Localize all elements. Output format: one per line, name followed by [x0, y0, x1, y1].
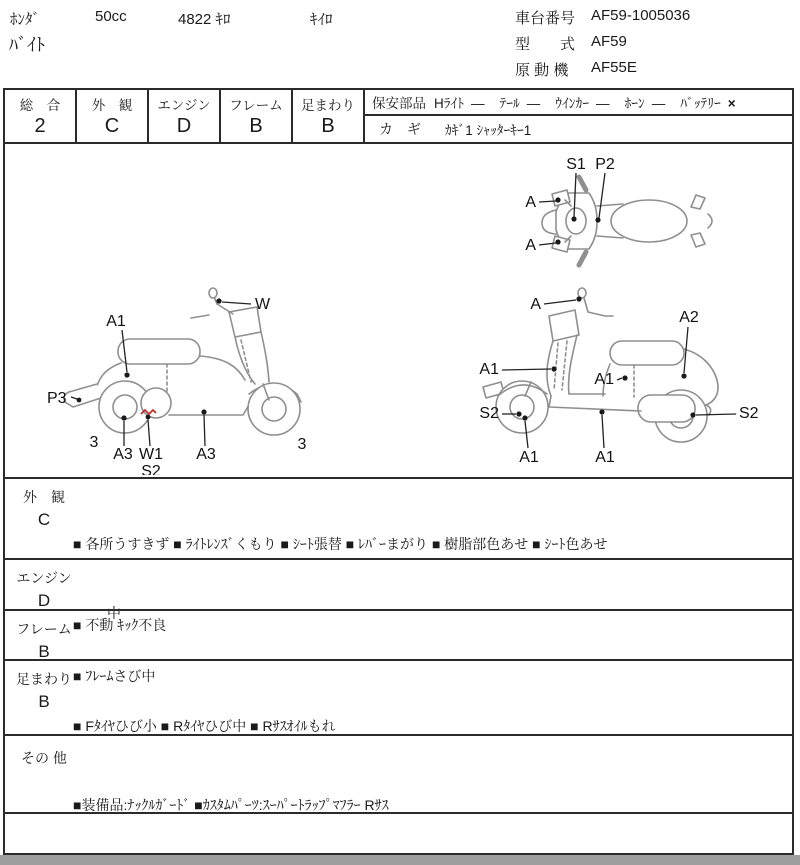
- engine-code-value: AF55E: [591, 59, 637, 76]
- grade-row: [5, 90, 792, 142]
- body-color: ｷｲﾛ: [310, 11, 333, 28]
- section-frame-grade: B: [38, 642, 50, 661]
- chassis-number-label: 車台番号: [515, 10, 576, 27]
- maker-name: ﾎﾝﾀﾞ: [10, 11, 41, 28]
- section-undercarriage-line1: ■ Fﾀｲﾔひび小 ■ Rﾀｲﾔひび中 ■ Rｻｽｵｲﾙもれ: [73, 718, 336, 734]
- section-other-line1: ■装備品:ﾅｯｸﾙｶﾞｰﾄﾞ ■ｶｽﾀﾑﾊﾟｰﾂ:ｽｰﾊﾟｰﾄﾗｯﾌﾟﾏﾌﾗｰ Rｻｽ: [73, 797, 389, 813]
- tail-status: ―: [526, 96, 541, 111]
- right-view-s2-rear-label: S2: [739, 405, 759, 422]
- grade-frame-value: B: [249, 115, 263, 137]
- right-view-a1-front-label: A1: [479, 361, 499, 378]
- winker-status: ―: [596, 96, 610, 111]
- right-view-a1-bottom-mid-label: A1: [595, 449, 615, 466]
- label-a1-front: [479, 361, 556, 378]
- scan-edge-strip: [0, 855, 800, 865]
- left-view-p3-label: P3: [47, 390, 67, 407]
- right-view-s2-front-label: S2: [479, 405, 499, 422]
- label-a1-mid: [594, 371, 627, 388]
- top-view-p2-label: P2: [595, 156, 615, 173]
- left-view-a1-label: A1: [106, 313, 126, 330]
- label-a1-bottom-mid: [595, 409, 615, 466]
- horn-label: ﾎｰﾝ: [624, 96, 645, 111]
- right-view-a1-mid-label: A1: [594, 371, 614, 388]
- section-engine-grade: D: [37, 591, 51, 610]
- grade-exterior-value: C: [104, 115, 120, 137]
- section-engine-label: エンジン: [16, 570, 72, 586]
- battery-label: ﾊﾞｯﾃﾘｰ: [680, 96, 721, 111]
- left-view-w1-label: W1: [139, 446, 163, 463]
- section-exterior-grade: C: [37, 510, 51, 529]
- top-view-a-upper-label: A: [525, 194, 536, 211]
- key-value: ｶｷﾞ1 ｼｬｯﾀｰｷｰ1: [445, 123, 532, 138]
- grade-overall-label: 総 合: [19, 98, 61, 113]
- right-view-a-label: A: [530, 296, 541, 313]
- left-view-3-left-label: 3: [89, 434, 99, 451]
- grade-cell-frame: [221, 90, 293, 142]
- left-view-w-label: W: [255, 296, 271, 313]
- section-other: [5, 734, 792, 812]
- safety-item-winker: [555, 92, 609, 112]
- horn-status: ―: [651, 96, 666, 111]
- grade-exterior-label: 外 観: [91, 98, 133, 113]
- chassis-number-value: AF59-1005036: [591, 7, 691, 24]
- headlight-status: ―: [471, 96, 485, 111]
- left-view-a3-mid-label: A3: [196, 446, 216, 463]
- label-a3-mid: [196, 409, 216, 463]
- safety-parts-row: [365, 90, 792, 116]
- label-3-left: [90, 434, 99, 451]
- chassis-number-row: [515, 7, 690, 28]
- grade-cell-engine: [149, 90, 221, 142]
- headlight-label: Hﾗｲﾄ: [434, 96, 464, 111]
- section-undercarriage-label: 足まわり: [16, 671, 72, 687]
- grade-undercarriage-label: 足まわり: [301, 98, 355, 113]
- sheet-frame: [3, 88, 794, 855]
- safety-item-headlight: [434, 92, 485, 112]
- top-view-sketch: [542, 177, 712, 265]
- top-view-a-lower-label: A: [525, 237, 536, 254]
- grade-engine-label: エンジン: [157, 98, 211, 113]
- section-exterior-line1: ■ 各所うすきず ■ ﾗｲﾄﾚﾝｽﾞくもり ■ ｼｰﾄ張替 ■ ﾚﾊﾞｰまがり ■ 樹脂部色あせ ■ ｼｰﾄ色あせ: [73, 536, 608, 552]
- top-view-s1-label: S1: [566, 156, 586, 173]
- scooter-diagram-svg: [5, 144, 792, 475]
- displacement: 50cc: [95, 8, 127, 25]
- damage-diagram: [5, 142, 792, 477]
- grade-overall-value: 2: [34, 115, 46, 137]
- left-view-s2-label: S2: [141, 463, 161, 475]
- battery-status: ×: [727, 96, 736, 111]
- section-undercarriage-grade: B: [38, 692, 50, 711]
- key-label: カ ギ: [379, 121, 421, 137]
- section-exterior-line2: 中: [107, 605, 121, 621]
- safety-item-tail: [500, 92, 541, 112]
- engine-code-label: 原 動 機: [515, 62, 569, 79]
- label-s2-left-view: [141, 463, 161, 475]
- section-undercarriage: [5, 659, 792, 734]
- model-code-row: [515, 33, 627, 54]
- safety-parts-panel: [365, 90, 792, 142]
- right-view-a2-label: A2: [679, 309, 699, 326]
- engine-code-row: [515, 59, 637, 80]
- model-code-label: 型 式: [515, 36, 576, 53]
- tail-label: ﾃｰﾙ: [499, 96, 520, 111]
- left-view-3-right-label: 3: [297, 436, 307, 453]
- right-view-a1-bottom-front-label: A1: [519, 449, 539, 466]
- section-engine-line1: ■ 不動 ｷｯｸ不良: [73, 617, 167, 633]
- grade-frame-label: フレーム: [229, 98, 283, 113]
- model-name: ﾊﾞｲﾄ: [9, 35, 45, 55]
- notes-empty-row: [5, 812, 792, 853]
- section-frame-label: フレーム: [16, 621, 72, 637]
- safety-parts-title: 保安部品: [372, 96, 426, 111]
- section-exterior-label: 外 観: [23, 489, 65, 505]
- label-p2: [595, 156, 615, 223]
- section-other-label: その 他: [21, 750, 67, 766]
- grade-undercarriage-value: B: [321, 115, 335, 137]
- section-frame-line1: ■ ﾌﾚｰﾑさび中: [73, 668, 156, 684]
- left-view-a3-left-label: A3: [113, 446, 133, 463]
- grade-cell-overall: [5, 90, 77, 142]
- safety-item-horn: [625, 92, 666, 112]
- grade-cell-undercarriage: [293, 90, 365, 142]
- key-row: [365, 116, 792, 142]
- mileage: 4822 ｷﾛ: [178, 11, 231, 28]
- model-code-value: AF59: [591, 33, 627, 50]
- label-a2: [679, 309, 699, 379]
- safety-item-battery: [680, 92, 735, 112]
- label-3-right: [298, 436, 307, 453]
- winker-label: ｳｲﾝｶｰ: [555, 96, 589, 111]
- grade-engine-value: D: [176, 115, 192, 137]
- grade-cell-exterior: [77, 90, 149, 142]
